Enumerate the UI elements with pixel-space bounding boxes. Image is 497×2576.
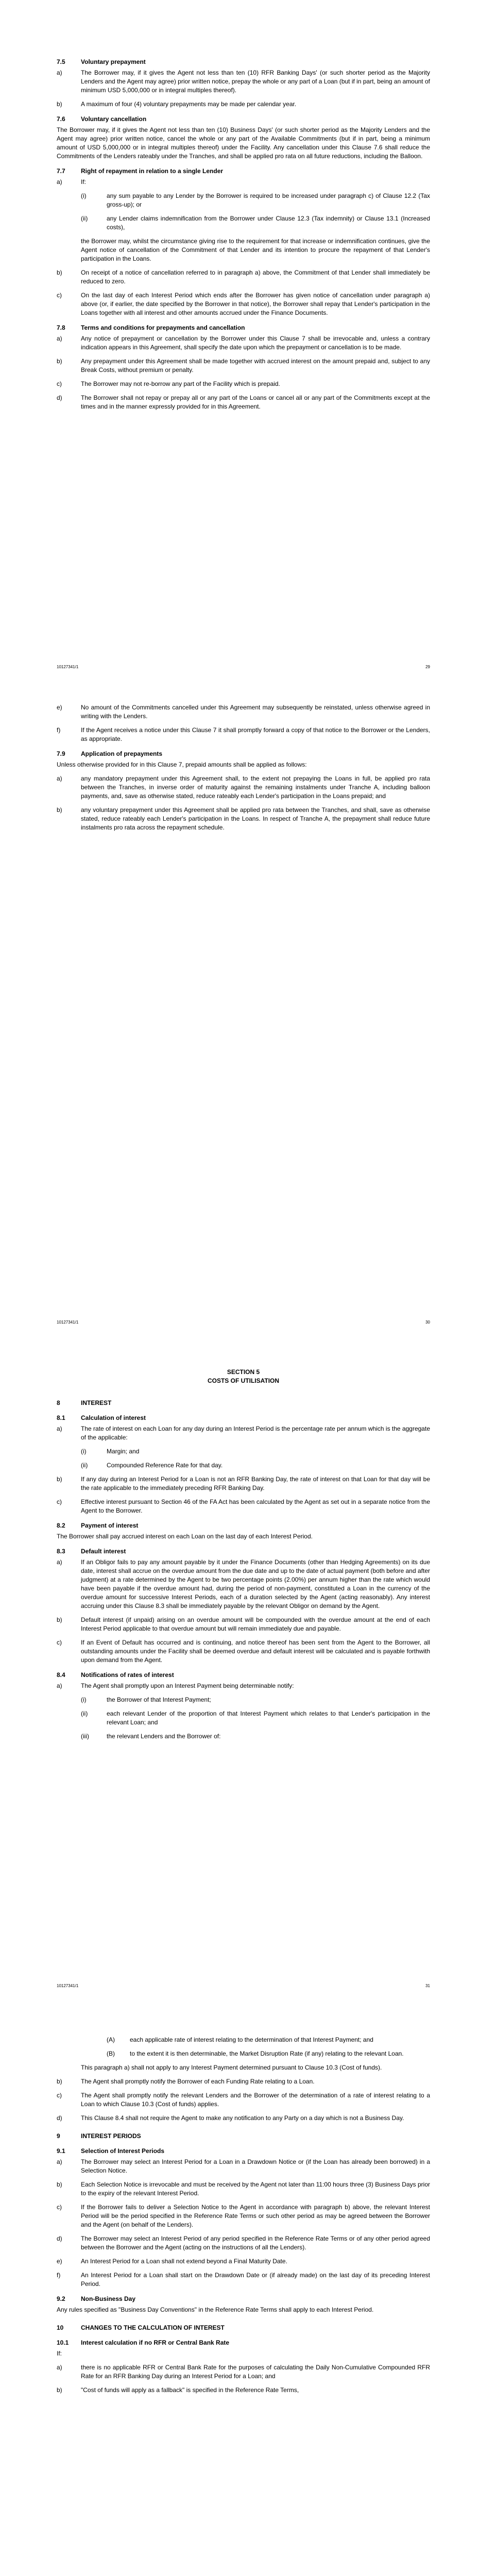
paragraph: The Borrower shall pay accrued interest on each Loan on the last day of each Interest Period. [57, 1533, 313, 1540]
sub-item: (ii) any Lender claims indemnification from the Borrower under Clause 12.3 (Tax indemnity) or Clause 13.1 (Increased costs), [81, 215, 430, 231]
clause-item: a) If: [57, 178, 87, 185]
heading-8-1: 8.1 Calculation of interest [57, 1414, 146, 1421]
clause-item: b) On receipt of a notice of cancellation referred to in paragraph a) above, the Commitment of that Lender shall immediately be reduced to zero. [57, 269, 430, 285]
clause-item: e) An Interest Period for a Loan shall not extend beyond a Final Maturity Date. [57, 2258, 287, 2265]
sub-item: (i) the Borrower of that Interest Payment; [81, 1696, 211, 1703]
page-footer: 10127341/1 29 [57, 665, 430, 669]
clause-item: a) The Borrower may, if it gives the Agent not less than ten (10) RFR Banking Days' (or such shorter period as the Majority Lenders and the Agent may agree) prior written notice, prepay the whole or any part of a Loan (but if in part, being an amount of minimum USD 5,000,000 or in integral multiples thereof). [57, 69, 430, 94]
heading-10: 10 CHANGES TO THE CALCULATION OF INTEREST [57, 2324, 225, 2331]
sub-item: (ii) each relevant Lender of the proportion of that Interest Payment which relates to that Lender's participation in the relevant Loan; and [81, 1710, 430, 1726]
heading-9-1: 9.1 Selection of Interest Periods [57, 2147, 165, 2155]
sub-sub-item: (A) each applicable rate of interest relating to the determination of that Interest Payment; and [107, 2036, 373, 2043]
paragraph: the Borrower may, whilst the circumstance giving rise to the requirement for that increase or indemnification continues, give the Agent notice of cancellation of the Commitment of that Lender and its intention to procure the repayment of that Lender's participation in the Loans. [81, 238, 430, 262]
section-title: COSTS OF UTILISATION [207, 1377, 280, 1384]
clause-item: c) If an Event of Default has occurred and is continuing, and notice thereof has been sent from the Agent to the Borrower, all outstanding amounts under the Facility shall be deemed overdue and default interest will be calculated and is payable forthwith upon demand from the Agent. [57, 1639, 430, 1664]
sub-item: (ii) Compounded Reference Rate for that day. [81, 1462, 223, 1469]
heading-7-8: 7.8 Terms and conditions for prepayments and cancellation [57, 324, 245, 331]
clause-item: b) any voluntary prepayment under this Agreement shall be applied pro rata between the Tranches, and shall, save as otherwise stated, reduce rateably each Lender's participation in the Loans. In respect of Tranche A, the prepayment shall reduce future instalments pro rata across the repayment schedule. [57, 806, 430, 831]
sub-item: (i) Margin; and [81, 1448, 140, 1455]
page-31 [0, 1352, 497, 1746]
clause-item: a) there is no applicable RFR or Central Bank Rate for the purposes of calculating the Daily Non-Cumulative Compounded RFR Rate for an RFR Banking Day during an Interest Period for a Loan; and [57, 2364, 430, 2380]
clause-item: f) If the Agent receives a notice under this Clause 7 it shall promptly forward a copy of that notice to the Borrower or the Lenders, as appropriate. [57, 726, 430, 742]
sub-item: (iii) the relevant Lenders and the Borrower of: [81, 1733, 221, 1740]
clause-item: a) any mandatory prepayment under this Agreement shall, to the extent not prepaying the Loans in full, be applied pro rata between the Tranches, in inverse order of maturity against the remaining instalments under Tranche A, including balloon payments, and, save as otherwise stated, reduce rateably each Lender's participation in the Loans prepaid; and [57, 775, 430, 800]
clause-item: c) If the Borrower fails to deliver a Selection Notice to the Agent in accordance with paragraph b) above, the relevant Interest Period will be the period specified in the Reference Rate Terms or such other period as may be agreed between the Borrower and the Agent (on behalf of the Lenders). [57, 2204, 430, 2228]
clause-item: b) Default interest (if unpaid) arising on an overdue amount will be compounded with the overdue amount at the end of each Interest Period applicable to that overdue amount but will remain immediately due and payable. [57, 1616, 430, 1632]
section-number: SECTION 5 [227, 1368, 260, 1376]
heading-7-9: 7.9 Application of prepayments [57, 750, 163, 757]
clause-item: a) The Agent shall promptly upon an Interest Payment being determinable notify: [57, 1682, 294, 1689]
clause-item: a) The Borrower may select an Interest Period for a Loan in a Drawdown Notice or (if the Loan has already been borrowed) in a Selection Notice. [57, 2158, 430, 2174]
page-30 [0, 703, 497, 837]
page-32 [0, 2032, 497, 2400]
clause-item: d) This Clause 8.4 shall not require the Agent to make any notification to any Party on a day which is not a Business Day. [57, 2114, 404, 2122]
heading-10-1: 10.1 Interest calculation if no RFR or Central Bank Rate [57, 2339, 230, 2346]
clause-item: c) The Borrower may not re-borrow any part of the Facility which is prepaid. [57, 380, 280, 387]
page-footer: 10127341/1 31 [57, 1984, 430, 1988]
heading-7-7: 7.7 Right of repayment in relation to a single Lender [57, 167, 224, 175]
clause-item: d) The Borrower may select an Interest Period of any period specified in the Reference Rate Terms or of any other period agreed between the Borrower and the Agent (acting on the instructions of all the Lenders). [57, 2235, 430, 2251]
paragraph: Any rules specified as "Business Day Conventions" in the Reference Rate Terms shall apply to each Interest Period. [57, 2306, 374, 2313]
clause-item: b) If any day during an Interest Period for a Loan is not an RFR Banking Day, the rate of interest on that Loan for that day will be the rate applicable to the immediately preceding RFR Banking Day. [57, 1476, 430, 1492]
paragraph: If: [57, 2350, 62, 2357]
sub-item: (i) any sum payable to any Lender by the Borrower is required to be increased under paragraph c) of Clause 12.2 (Tax gross-up); or [81, 192, 430, 208]
clause-item: f) An Interest Period for a Loan shall start on the Drawdown Date or (if already made) on the last day of its preceding Interest Period. [57, 2272, 430, 2287]
clause-item: c) Effective interest pursuant to Section 46 of the FA Act has been calculated by the Agent as set out in a separate notice from the Agent to the Borrower. [57, 1498, 430, 1514]
clause-item: c) The Agent shall promptly notify the relevant Lenders and the Borrower of the determination of a rate of interest relating to a Loan to which Clause 10.3 (Cost of funds) applies. [57, 2092, 430, 2108]
paragraph: Unless otherwise provided for in this Clause 7, prepaid amounts shall be applied as follows: [57, 761, 307, 768]
clause-item: b) Each Selection Notice is irrevocable and must be received by the Agent not later than 11:00 hours three (3) Business Days prior to the expiry of the relevant Interest Period. [57, 2181, 430, 2197]
clause-item: b) A maximum of four (4) voluntary prepayments may be made per calendar year. [57, 100, 297, 108]
clause-item: a) If an Obligor fails to pay any amount payable by it under the Finance Documents (other than Hedging Agreements) on its due date, interest shall accrue on the overdue amount from the due date and up to the date of actual payment (both before and after judgment) at a rate determined by the Agent to be two percentage points (2.00%) per annum higher than the rate which would have been payable if the overdue amount had, during the period of non-payment, constituted a Loan in the currency of the overdue amount for successive Interest Periods, each of a duration selected by the Agent (acting reasonably). Any interest accruing under this Clause 8.3 shall be immediately payable by the relevant Obligor on demand by the Agent. [57, 1558, 430, 1609]
heading-8: 8 INTEREST [57, 1399, 112, 1406]
heading-9-2: 9.2 Non-Business Day [57, 2295, 136, 2302]
clause-item: d) The Borrower shall not repay or prepay all or any part of the Loans or cancel all or any part of the Commitments except at the times and in the manner expressly provided for in this Agreement. [57, 394, 430, 410]
sub-sub-item: (B) to the extent it is then determinable, the Market Disruption Rate (if any) relating to the relevant Loan. [107, 2050, 404, 2057]
paragraph: The Borrower may, if it gives the Agent not less than ten (10) Business Days' (or such shorter period as the Majority Lenders and the Agent may agree) prior written notice, cancel the whole or any part of the Available Commitments (but if in part, being a minimum amount of USD 5,000,000 or in integral multiples thereof) under the Facility. Any cancellation under this Clause 7.6 shall reduce the Commitments of the Lenders rateably under the Tranches, and shall be applied pro rata on all future reductions, including the Balloon. [57, 126, 430, 160]
page-footer: 10127341/1 30 [57, 1320, 430, 1325]
clause-item: b) Any prepayment under this Agreement shall be made together with accrued interest on the amount prepaid and, subject to any Break Costs, without premium or penalty. [57, 358, 430, 374]
heading-8-3: 8.3 Default interest [57, 1548, 126, 1555]
clause-item: a) The rate of interest on each Loan for any day during an Interest Period is the percentage rate per annum which is the aggregate of the applicable: [57, 1425, 430, 1441]
clause-item: b) The Agent shall promptly notify the Borrower of each Funding Rate relating to a Loan. [57, 2078, 315, 2085]
clause-item: b) "Cost of funds will apply as a fallback" is specified in the Reference Rate Terms, [57, 2386, 299, 2394]
heading-8-4: 8.4 Notifications of rates of interest [57, 1671, 174, 1679]
page-29 [0, 52, 497, 416]
heading-7-6: 7.6 Voluntary cancellation [57, 115, 147, 123]
heading-9: 9 INTEREST PERIODS [57, 2132, 141, 2140]
paragraph: This paragraph a) shall not apply to any Interest Payment determined pursuant to Clause 10.3 (Cost of funds). [81, 2064, 382, 2071]
clause-item: c) On the last day of each Interest Period which ends after the Borrower has given notice of cancellation under paragraph a) above (or, if earlier, the date specified by the Borrower in that notice), the Borrower shall repay that Lender's participation in the Loans together with all interest and other amounts accrued under the Finance Documents. [57, 292, 430, 316]
clause-item: e) No amount of the Commitments cancelled under this Agreement may subsequently be reinstated, unless otherwise agreed in writing with the Lenders. [57, 704, 430, 720]
clause-item: a) Any notice of prepayment or cancellation by the Borrower under this Clause 7 shall be irrevocable and, unless a contrary indication appears in this Agreement, shall specify the date upon which the prepayment or cancellation is to be made. [57, 335, 430, 351]
heading-7-5: 7.5 Voluntary prepayment [57, 58, 146, 65]
heading-8-2: 8.2 Payment of interest [57, 1522, 139, 1529]
